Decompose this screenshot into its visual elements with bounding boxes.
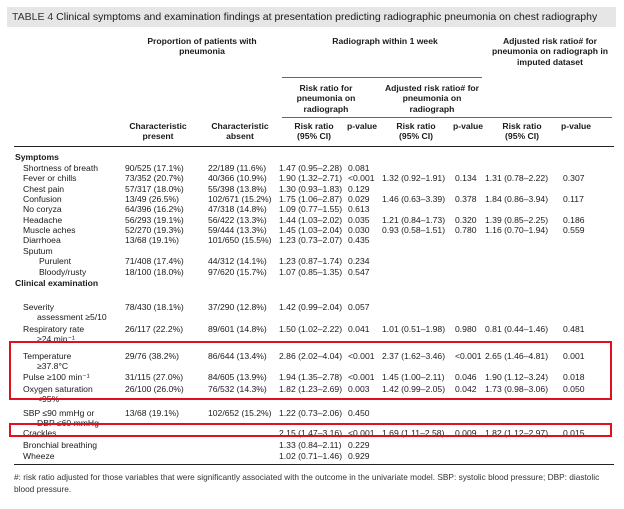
adjusted-p-value-cell: 0.134 xyxy=(455,173,477,183)
section-heading: Symptoms xyxy=(15,152,59,162)
adjusted-risk-ratio-cell: 1.01 (0.51–1.98) xyxy=(382,324,446,334)
risk-ratio-cell: 1.82 (1.23–2.69) xyxy=(279,384,343,394)
characteristic-present-cell: 73/352 (20.7%) xyxy=(125,173,184,183)
imputed-risk-ratio-cell: 1.82 (1.12–2.97) xyxy=(485,428,549,438)
row-label: Severity xyxy=(23,302,55,312)
imputed-risk-ratio-cell: 2.65 (1.46–4.81) xyxy=(485,351,549,361)
header-char-absent: Characteristic absent xyxy=(211,121,269,142)
imputed-risk-ratio-cell: 1.16 (0.70–1.94) xyxy=(485,225,549,235)
p-value-cell: <0.001 xyxy=(348,372,375,382)
characteristic-present-cell: 71/408 (17.4%) xyxy=(125,256,184,266)
risk-ratio-cell: 1.50 (1.02–2.22) xyxy=(279,324,343,334)
header-radiograph-week: Radiograph within 1 week xyxy=(332,36,438,46)
p-value-cell: 0.234 xyxy=(348,256,370,266)
imputed-risk-ratio-cell: 1.31 (0.78–2.22) xyxy=(485,173,549,183)
header-risk-ratio-sub: Risk ratio for pneumonia on radiograph xyxy=(296,83,356,114)
row-label-continued: <95% xyxy=(37,394,60,404)
p-value-cell: <0.001 xyxy=(348,428,375,438)
p-value-cell: 0.547 xyxy=(348,267,370,277)
risk-ratio-cell: 1.44 (1.03–2.02) xyxy=(279,215,343,225)
header-adjusted-imputed: Adjusted risk ratio# for pneumonia on radiograph in imputed dataset xyxy=(491,36,608,67)
characteristic-absent-cell: 84/605 (13.9%) xyxy=(208,372,267,382)
characteristic-present-cell: 26/100 (26.0%) xyxy=(125,384,184,394)
section-heading: Clinical examination xyxy=(15,278,99,288)
imputed-p-value-cell: 0.001 xyxy=(563,351,585,361)
characteristic-present-cell: 64/396 (16.2%) xyxy=(125,204,184,214)
row-label: Bronchial breathing xyxy=(23,440,98,450)
header-proportion: Proportion of patients with pneumonia xyxy=(147,36,257,57)
p-value-cell: 0.229 xyxy=(348,440,370,450)
row-label: Diarrhoea xyxy=(23,235,61,245)
characteristic-absent-cell: 76/532 (14.3%) xyxy=(208,384,267,394)
row-label: Chest pain xyxy=(23,184,65,194)
table-bottom-rule xyxy=(14,464,614,465)
characteristic-absent-cell: 97/620 (15.7%) xyxy=(208,267,267,277)
adjusted-risk-ratio-cell: 2.37 (1.62–3.46) xyxy=(382,351,446,361)
characteristic-absent-cell: 56/422 (13.3%) xyxy=(208,215,267,225)
p-value-cell: 0.929 xyxy=(348,451,370,461)
row-label: SBP ≤90 mmHg or xyxy=(23,408,95,418)
adjusted-risk-ratio-cell: 1.46 (0.63–3.39) xyxy=(382,194,446,204)
characteristic-absent-cell: 37/290 (12.8%) xyxy=(208,302,267,312)
table-label: TABLE 4 xyxy=(12,11,54,23)
header-bottom-rule xyxy=(14,146,614,147)
risk-ratio-cell: 2.15 (1.47–3.16) xyxy=(279,428,343,438)
row-label: Wheeze xyxy=(23,451,55,461)
adjusted-p-value-cell: 0.320 xyxy=(455,215,477,225)
row-label-continued: ≥24 min⁻¹ xyxy=(37,334,75,344)
characteristic-absent-cell: 47/318 (14.8%) xyxy=(208,204,267,214)
adjusted-p-value-cell: 0.046 xyxy=(455,372,477,382)
adjusted-p-value-cell: <0.001 xyxy=(455,351,482,361)
adjusted-p-value-cell: 0.780 xyxy=(455,225,477,235)
header-rr-ci: Risk ratio (95% CI) xyxy=(294,121,334,142)
p-value-cell: 0.057 xyxy=(348,302,370,312)
imputed-risk-ratio-cell: 1.73 (0.98–3.06) xyxy=(485,384,549,394)
risk-ratio-cell: 1.23 (0.87–1.74) xyxy=(279,256,343,266)
risk-ratio-cell: 1.23 (0.73–2.07) xyxy=(279,235,343,245)
risk-ratio-cell: 1.90 (1.32–2.71) xyxy=(279,173,343,183)
row-label-continued: assessment ≥5/10 xyxy=(37,312,107,322)
imputed-risk-ratio-cell: 1.90 (1.12–3.24) xyxy=(485,372,549,382)
p-value-cell: <0.001 xyxy=(348,351,375,361)
characteristic-absent-cell: 102/671 (15.2%) xyxy=(208,194,272,204)
characteristic-present-cell: 29/76 (38.2%) xyxy=(125,351,179,361)
table-title: Clinical symptoms and examination findings at presentation predicting radiographic pneumonia on chest radiography xyxy=(56,11,598,23)
adjusted-risk-ratio-cell: 1.69 (1.11–2.58) xyxy=(382,428,445,438)
p-value-cell: 0.435 xyxy=(348,235,370,245)
risk-ratio-cell: 2.86 (2.02–4.04) xyxy=(279,351,343,361)
characteristic-absent-cell: 59/444 (13.3%) xyxy=(208,225,267,235)
row-label-continued: ≥37.8°C xyxy=(37,361,69,371)
row-label: Sputum xyxy=(23,246,53,256)
risk-ratio-cell: 1.09 (0.77–1.55) xyxy=(279,204,343,214)
p-value-cell: 0.035 xyxy=(348,215,370,225)
risk-ratio-cell: 1.07 (0.85–1.35) xyxy=(279,267,343,277)
table-footnote: #: risk ratio adjusted for those variables that were significantly associated with the outcome in the univariate model. SBP: systolic blood pressure; DBP: diastolic blood pressure. xyxy=(14,472,600,494)
row-label: Bloody/rusty xyxy=(39,267,87,277)
characteristic-present-cell: 52/270 (19.3%) xyxy=(125,225,184,235)
characteristic-absent-cell: 101/650 (15.5%) xyxy=(208,235,272,245)
adjusted-risk-ratio-cell: 1.45 (1.00–2.11) xyxy=(382,372,445,382)
row-label: Oxygen saturation xyxy=(23,384,93,394)
characteristic-present-cell: 26/117 (22.2%) xyxy=(125,324,184,334)
header-adjusted-risk-sub: Adjusted risk ratio# for pneumonia on radiograph xyxy=(384,83,480,114)
row-label: Pulse ≥100 min⁻¹ xyxy=(23,372,90,382)
row-label-continued: DBP ≤60 mmHg xyxy=(37,418,99,428)
adjusted-risk-ratio-cell: 1.32 (0.92–1.91) xyxy=(382,173,446,183)
p-value-cell: 0.041 xyxy=(348,324,370,334)
p-value-cell: 0.030 xyxy=(348,225,370,235)
characteristic-absent-cell: 44/312 (14.1%) xyxy=(208,256,267,266)
p-value-cell: 0.081 xyxy=(348,163,370,173)
p-value-cell: <0.001 xyxy=(348,173,375,183)
characteristic-present-cell: 90/525 (17.1%) xyxy=(125,163,184,173)
header-rule-sub xyxy=(282,117,612,118)
header-rule-week xyxy=(282,77,482,78)
imputed-risk-ratio-cell: 1.39 (0.85–2.25) xyxy=(485,215,549,225)
header-p-value-3: p-value xyxy=(560,121,592,131)
risk-ratio-cell: 1.47 (0.95–2.28) xyxy=(279,163,343,173)
header-p-value-2: p-value xyxy=(452,121,484,131)
row-label: Respiratory rate xyxy=(23,324,85,334)
characteristic-present-cell: 78/430 (18.1%) xyxy=(125,302,184,312)
risk-ratio-cell: 1.33 (0.84–2.11) xyxy=(279,440,342,450)
risk-ratio-cell: 1.45 (1.03–2.04) xyxy=(279,225,343,235)
adjusted-risk-ratio-cell: 1.42 (0.99–2.05) xyxy=(382,384,446,394)
characteristic-absent-cell: 40/366 (10.9%) xyxy=(208,173,267,183)
characteristic-present-cell: 31/115 (27.0%) xyxy=(125,372,184,382)
characteristic-present-cell: 57/317 (18.0%) xyxy=(125,184,184,194)
characteristic-absent-cell: 86/644 (13.4%) xyxy=(208,351,267,361)
p-value-cell: 0.029 xyxy=(348,194,370,204)
imputed-p-value-cell: 0.018 xyxy=(563,372,585,382)
imputed-p-value-cell: 0.559 xyxy=(563,225,585,235)
p-value-cell: 0.450 xyxy=(348,408,370,418)
characteristic-present-cell: 56/293 (19.1%) xyxy=(125,215,184,225)
imputed-risk-ratio-cell: 0.81 (0.44–1.46) xyxy=(485,324,549,334)
characteristic-present-cell: 13/68 (19.1%) xyxy=(125,235,179,245)
row-label: Headache xyxy=(23,215,63,225)
header-char-present: Characteristic present xyxy=(129,121,187,142)
row-label: Purulent xyxy=(39,256,72,266)
header-rr-ci-3: Risk ratio (95% CI) xyxy=(502,121,542,142)
characteristic-absent-cell: 102/652 (15.2%) xyxy=(208,408,272,418)
characteristic-present-cell: 18/100 (18.0%) xyxy=(125,267,184,277)
adjusted-p-value-cell: 0.009 xyxy=(455,428,477,438)
header-p-value-1: p-value xyxy=(346,121,378,131)
row-label: Fever or chills xyxy=(23,173,77,183)
risk-ratio-cell: 1.30 (0.93–1.83) xyxy=(279,184,343,194)
risk-ratio-cell: 1.75 (1.06–2.87) xyxy=(279,194,343,204)
adjusted-p-value-cell: 0.042 xyxy=(455,384,477,394)
imputed-risk-ratio-cell: 1.84 (0.86–3.94) xyxy=(485,194,549,204)
table-caption xyxy=(7,7,616,27)
imputed-p-value-cell: 0.050 xyxy=(563,384,585,394)
characteristic-absent-cell: 22/189 (11.6%) xyxy=(208,163,267,173)
imputed-p-value-cell: 0.481 xyxy=(563,324,585,334)
risk-ratio-cell: 1.02 (0.71–1.46) xyxy=(279,451,343,461)
risk-ratio-cell: 1.22 (0.73–2.06) xyxy=(279,408,343,418)
adjusted-risk-ratio-cell: 1.21 (0.84–1.73) xyxy=(382,215,446,225)
p-value-cell: 0.003 xyxy=(348,384,370,394)
characteristic-absent-cell: 89/601 (14.8%) xyxy=(208,324,267,334)
row-label: Muscle aches xyxy=(23,225,76,235)
adjusted-p-value-cell: 0.980 xyxy=(455,324,477,334)
imputed-p-value-cell: 0.015 xyxy=(563,428,585,438)
risk-ratio-cell: 1.94 (1.35–2.78) xyxy=(279,372,343,382)
highlight-box-vitals xyxy=(9,341,612,400)
imputed-p-value-cell: 0.186 xyxy=(563,215,585,225)
adjusted-risk-ratio-cell: 0.93 (0.58–1.51) xyxy=(382,225,446,235)
characteristic-absent-cell: 55/398 (13.8%) xyxy=(208,184,267,194)
characteristic-present-cell: 13/68 (19.1%) xyxy=(125,408,179,418)
characteristic-present-cell: 13/49 (26.5%) xyxy=(125,194,179,204)
imputed-p-value-cell: 0.307 xyxy=(563,173,585,183)
header-rr-ci-2: Risk ratio (95% CI) xyxy=(396,121,436,142)
p-value-cell: 0.613 xyxy=(348,204,370,214)
row-label: Shortness of breath xyxy=(23,163,99,173)
adjusted-p-value-cell: 0.378 xyxy=(455,194,477,204)
highlight-box-crackles xyxy=(9,423,612,437)
row-label: Temperature xyxy=(23,351,72,361)
row-label: No coryza xyxy=(23,204,62,214)
risk-ratio-cell: 1.42 (0.99–2.04) xyxy=(279,302,343,312)
imputed-p-value-cell: 0.117 xyxy=(563,194,584,204)
row-label: Crackles xyxy=(23,428,57,438)
row-label: Confusion xyxy=(23,194,62,204)
p-value-cell: 0.129 xyxy=(348,184,370,194)
